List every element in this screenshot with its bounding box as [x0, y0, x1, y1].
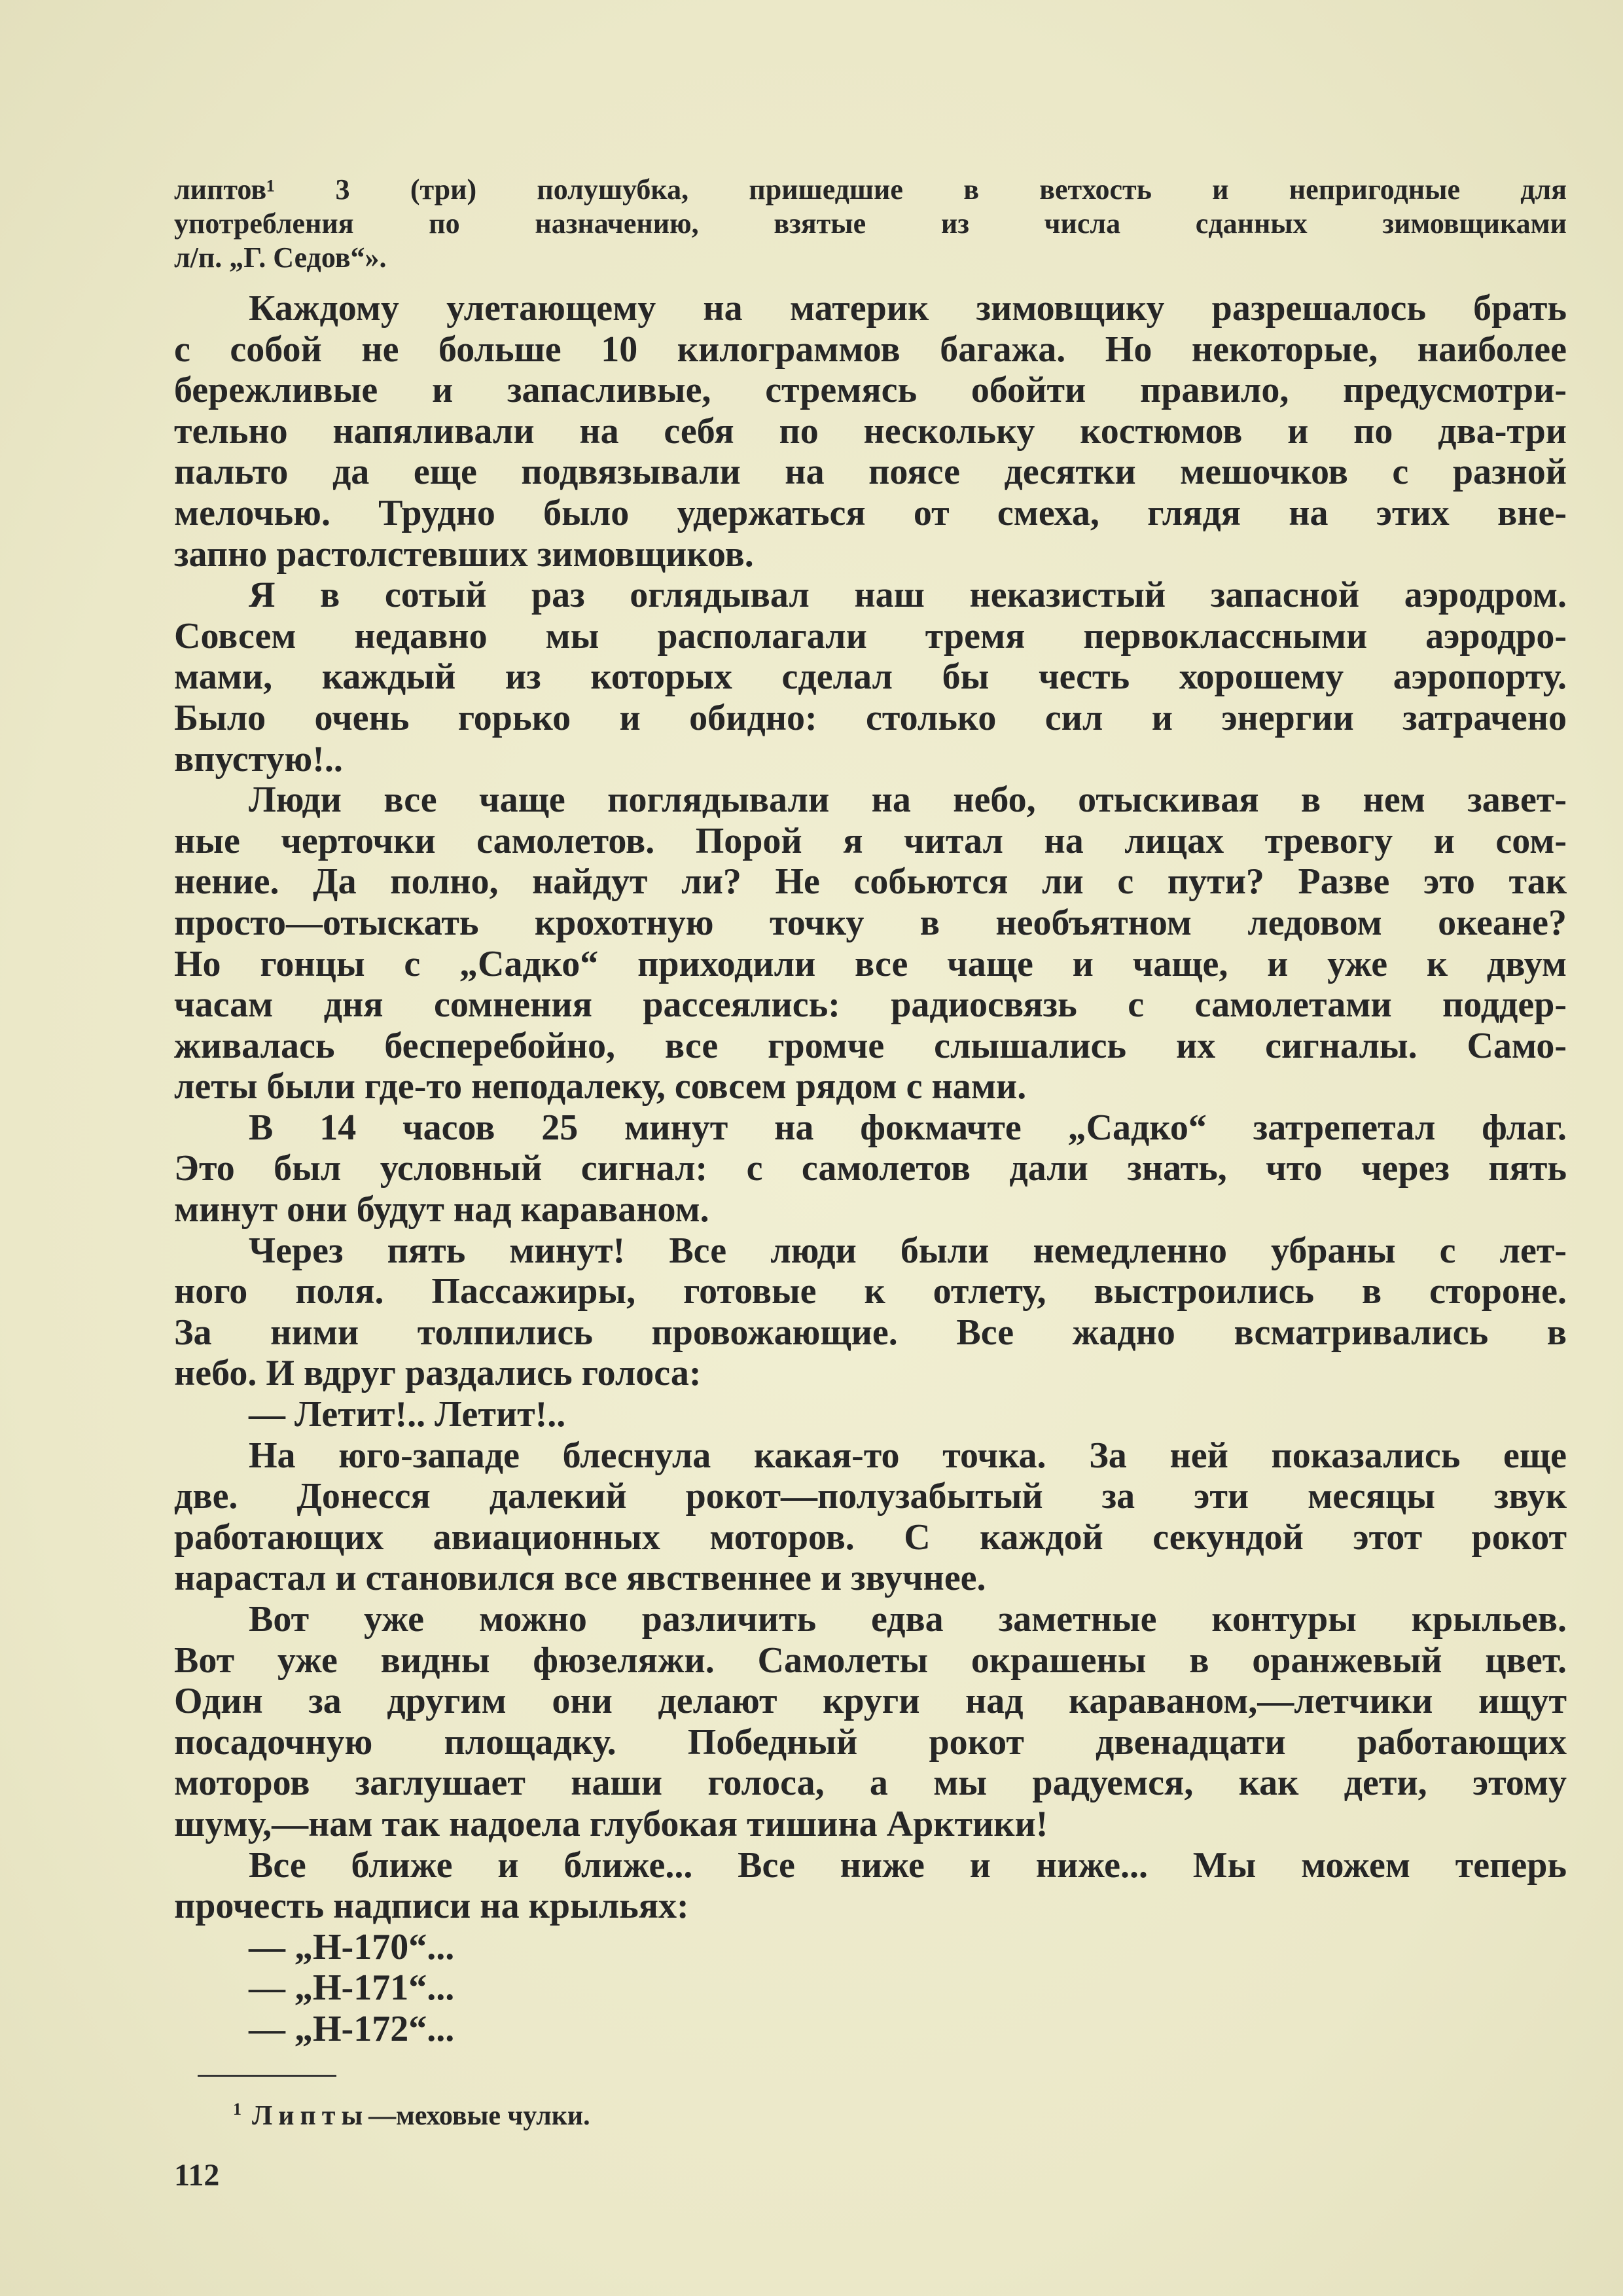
text-line [174, 534, 1567, 575]
text-line [174, 1271, 1567, 1312]
text-line [174, 370, 1567, 411]
text-line [174, 288, 1567, 329]
line-text: минут они будут над караваном. [174, 1189, 709, 1230]
line-text: Это был условный сигнал: с самолетов дали знать, что через пять [174, 1148, 1567, 1189]
text-line [174, 1967, 1567, 2009]
text-line [174, 739, 1567, 780]
text-line [174, 1435, 1567, 1477]
line-text: часам дня сомнения рассеялись: радиосвязь с самолетами поддер- [174, 984, 1567, 1026]
line-text: просто—отыскать крохотную точку в необъятном ледовом океане? [174, 902, 1567, 943]
line-text: Я в сотый раз оглядывал наш неказистый запасной аэродром. [249, 575, 1567, 616]
line-text: Каждому улетающему на материк зимовщику разрешалось брать [249, 288, 1567, 329]
text-line [174, 821, 1567, 862]
line-text: мелочью. Трудно было удержаться от смеха, глядя на этих вне- [174, 492, 1567, 533]
line-text: Совсем недавно мы располагали тремя первоклассными аэродро- [174, 615, 1567, 656]
line-text: тельно напяливали на себя по нескольку костюмов и по два-три [174, 410, 1567, 452]
line-text: Вот уже видны фюзеляжи. Самолеты окрашены в оранжевый цвет. [174, 1640, 1567, 1681]
line-text: пальто да еще подвязывали на поясе десятки мешочков с разной [174, 452, 1567, 493]
line-text: — „Н-171“... [249, 1967, 455, 2009]
line-text: живалась бесперебойно, все громче слышались их сигналы. Само- [174, 1025, 1567, 1066]
text-line [174, 698, 1567, 739]
line-text: работающих авиационных моторов. С каждой секундой этот рокот [174, 1516, 1567, 1558]
text-line [174, 1476, 1567, 1517]
text-line [174, 452, 1567, 493]
footnote-divider [198, 2075, 336, 2077]
line-text: Один за другим они делают круги над караваном,—летчики ищут [174, 1681, 1567, 1722]
main-text-block [174, 288, 1567, 2050]
page-number: 112 [174, 2158, 220, 2193]
text-line [174, 903, 1567, 944]
line-text: леты были где-то неподалеку, совсем рядом с нами. [174, 1066, 1027, 1107]
line-text: Но гонцы с „Садко“ приходили все чаще и чаще, и уже к двум [174, 943, 1567, 984]
line-text: Вот уже можно различить едва заметные контуры крыльев. [249, 1599, 1567, 1640]
text-line [174, 1026, 1567, 1067]
text-line [174, 1845, 1567, 1886]
text-line [174, 1394, 1567, 1435]
text-line [174, 241, 1567, 275]
line-text: липтов¹ 3 (три) полушубка, пришедшие в ветхость и непригодные для [174, 173, 1567, 206]
line-text: Все ближе и ближе... Все ниже и ниже... Мы можем теперь [249, 1844, 1567, 1886]
text-line [174, 2009, 1567, 2050]
line-text: ные черточки самолетов. Порой я читал на лицах тревогу и сом- [174, 820, 1567, 861]
line-text: — „Н-172“... [249, 2008, 455, 2049]
line-text: На юго-западе блеснула какая-то точка. За ней показались еще [249, 1435, 1567, 1476]
text-line [174, 1927, 1567, 1968]
text-line [174, 1148, 1567, 1189]
line-text: нарастал и становился все явственнее и звучнее. [174, 1558, 986, 1599]
text-line [174, 984, 1567, 1026]
line-text: посадочную площадку. Победный рокот двенадцати работающих [174, 1721, 1567, 1763]
footnote-term: Липты [252, 2101, 369, 2131]
line-text: запно растолстевших зимовщиков. [174, 533, 754, 575]
line-text: нение. Да полно, найдут ли? Не собьются ли с пути? Разве это так [174, 861, 1567, 903]
text-line [174, 1517, 1567, 1558]
text-line [174, 493, 1567, 534]
line-text: бережливые и запасливые, стремясь обойти правило, предусмотри- [174, 370, 1567, 411]
line-text: — Летит!.. Летит!.. [249, 1394, 566, 1435]
text-line [174, 1640, 1567, 1681]
line-text: шуму,—нам так надоела глубокая тишина Арктики! [174, 1803, 1048, 1844]
line-text: с собой не больше 10 килограммов багажа. Но некоторые, наиболее [174, 329, 1567, 370]
text-line [174, 1230, 1567, 1272]
line-text: В 14 часов 25 минут на фокмачте „Садко“ затрепетал флаг. [249, 1107, 1567, 1148]
text-line [174, 207, 1567, 241]
line-text: л/п. „Г. Седов“». [174, 242, 387, 274]
line-text: мами, каждый из которых сделал бы честь хорошему аэропорту. [174, 656, 1567, 698]
footnote-marker: 1 [233, 2100, 241, 2119]
text-line [174, 1763, 1567, 1804]
text-line [174, 616, 1567, 657]
footnote-continuation-block [174, 173, 1567, 275]
text-line [174, 411, 1567, 452]
line-text: — „Н-170“... [249, 1926, 455, 1967]
text-line [174, 575, 1567, 616]
text-line [174, 861, 1567, 903]
line-text: моторов заглушает наши голоса, а мы радуемся, как дети, этому [174, 1763, 1567, 1804]
text-line [174, 1353, 1567, 1394]
line-text: Было очень горько и обидно: столько сил и энергии затрачено [174, 697, 1567, 738]
text-line [174, 1189, 1567, 1230]
footnote [233, 2100, 590, 2132]
text-line [174, 944, 1567, 985]
text-line [174, 656, 1567, 698]
text-line [174, 780, 1567, 821]
text-line [174, 1558, 1567, 1599]
footnote-text: —меховые чулки. [368, 2101, 590, 2131]
line-text: употребления по назначению, взятые из числа сданных зимовщиками [174, 207, 1567, 240]
text-line [174, 1681, 1567, 1722]
line-text: прочесть надписи на крыльях: [174, 1886, 689, 1927]
text-line [174, 1722, 1567, 1763]
text-line [174, 1066, 1567, 1107]
text-line [174, 1312, 1567, 1354]
line-text: впустую!.. [174, 738, 343, 780]
line-text: За ними толпились провожающие. Все жадно всматривались в [174, 1312, 1567, 1353]
text-line [174, 1804, 1567, 1845]
line-text: ного поля. Пассажиры, готовые к отлету, выстроились в стороне. [174, 1271, 1567, 1312]
line-text: две. Донесся далекий рокот—полузабытый за эти месяцы звук [174, 1476, 1567, 1517]
text-line [174, 173, 1567, 207]
text-line [174, 1107, 1567, 1149]
line-text: Через пять минут! Все люди были немедленно убраны с лет- [249, 1230, 1567, 1271]
line-text: небо. И вдруг раздались голоса: [174, 1353, 702, 1394]
text-line [174, 1599, 1567, 1640]
text-line [174, 329, 1567, 370]
line-text: Люди все чаще поглядывали на небо, отыскивая в нем завет- [249, 780, 1567, 821]
text-line [174, 1886, 1567, 1927]
